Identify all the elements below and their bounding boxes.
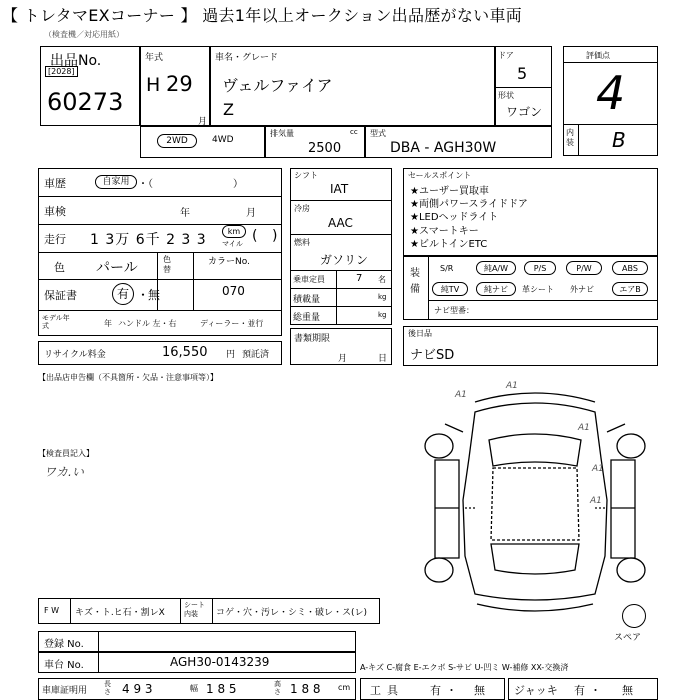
model-label: 車名・グレード (215, 53, 279, 63)
history-suffix: ・（ ） (138, 179, 243, 190)
inspection-year: 年 (180, 208, 190, 219)
equip-leather: 革シート (522, 285, 554, 294)
sales-point-1: ★ユーザー買取車 (410, 186, 489, 197)
lot-number: 60273 (47, 88, 124, 116)
certificate-label: 車庫証明用 (42, 686, 88, 696)
doc-period-month: 月 (338, 354, 348, 364)
equip-tv: 純TV (432, 282, 468, 296)
cert-h-value: 1 8 8 (290, 682, 321, 696)
registration-row (38, 631, 356, 652)
cert-w-label: 幅 (190, 684, 198, 693)
load-unit: kg (378, 293, 387, 301)
mileage-label: 走行 (44, 233, 66, 246)
model-year-handle: ハンドル 左・右 (118, 319, 177, 328)
drive-2wd: 2WD (157, 134, 197, 148)
displacement-label: 排気量 (270, 129, 294, 138)
tools-yes: 有 (430, 684, 441, 697)
fw-label: F W (44, 606, 60, 615)
color-value: パール (96, 260, 138, 276)
aftermarket-value: ナビSD (410, 348, 455, 363)
doors-label: ドア (498, 51, 514, 60)
report-label: 【出品店申告欄（不具箇所・欠品・注意事項等）】 (38, 373, 218, 382)
recycle-label: リサイクル料金 (44, 350, 106, 360)
mileage-unit: km (222, 225, 246, 238)
drive-4wd: 4WD (212, 135, 234, 145)
spare-tire-icon (622, 604, 646, 628)
sales-point-4: ★スマートキー (410, 226, 479, 237)
year-label: 年式 (145, 53, 164, 63)
equip-alloy: 純A/W (476, 261, 516, 275)
shift-value: IAT (330, 182, 349, 196)
inspection-month: 月 (246, 208, 256, 219)
capacity-unit: 名 (378, 275, 386, 284)
history-value: 自家用 (95, 175, 137, 189)
seat-label: シート内装 (184, 601, 205, 618)
cert-unit: cm (338, 683, 351, 692)
damage-mark-3: A1 (578, 423, 590, 433)
load-label: 積載量 (293, 295, 321, 305)
tools-label: 工具 (370, 684, 404, 697)
damage-mark-4: A1 (592, 464, 604, 474)
chassis-label: 車台 No. (44, 660, 84, 671)
capacity-value: 7 (356, 273, 363, 284)
damage-mark-5: A1 (590, 496, 602, 506)
form-type-note: （検査機／対応用紙） (44, 30, 124, 39)
equip-navi: 純ナビ (476, 282, 516, 296)
displacement-unit: cc (350, 128, 358, 136)
sales-point-3: ★LEDヘッドライト (410, 212, 499, 223)
cert-len-value: 4 9 3 (122, 682, 153, 696)
body-value: ワゴン (506, 105, 543, 119)
doc-period-label: 書類期限 (294, 334, 331, 344)
inspector-note: ワカ.い (44, 465, 84, 479)
model-year-label: モデル年式 (42, 314, 70, 330)
score-value: 4 (596, 66, 626, 120)
jack-yes: 有 (574, 684, 585, 697)
warranty-no: 無 (148, 288, 161, 302)
gross-label: 総重量 (293, 313, 321, 323)
warranty-sep: ・ (137, 288, 150, 302)
color-no-label: カラーNo. (208, 257, 250, 267)
year-value: 29 (166, 72, 193, 96)
car-damage-diagram (405, 380, 665, 630)
navi-model-label: ナビ型番： (434, 306, 474, 315)
year-month-unit: 月 (198, 117, 208, 127)
inspector-label: 【検査員記入】 (38, 449, 94, 458)
cert-len-label: 長さ (104, 680, 111, 696)
chassis-value: AGH30-0143239 (170, 655, 270, 669)
displacement-value: 2500 (308, 141, 342, 156)
recycle-value: 16,550 (162, 345, 208, 360)
model-year-year: 年 (104, 319, 112, 328)
registration-label: 登録 No. (44, 639, 84, 650)
score-label: 評価点 (586, 51, 610, 60)
model-grade: Z (223, 100, 234, 119)
damage-mark-1: A1 (455, 390, 467, 400)
body-label: 形状 (498, 91, 514, 100)
capacity-label: 乗車定員 (293, 275, 325, 284)
fuel-label: 燃料 (294, 238, 310, 247)
sales-points-label: セールスポイント (408, 171, 472, 180)
inspection-label: 車検 (44, 205, 66, 218)
cert-h-label: 高さ (274, 680, 281, 696)
mileage-digits: 1 3万 6千 2 3 3 (90, 232, 207, 248)
equip-ps: P/S (524, 261, 556, 275)
tools-no: 無 (474, 684, 485, 697)
mileage-unit-mile: マイル (222, 240, 243, 248)
banner-title: 【 トレタマEXコーナー 】 過去1年以上オークション出品歴がない車両 (2, 6, 523, 25)
damage-legend: A-キズ C-腐食 E-エクボ S-サビ U-凹ミ W-補修 XX-交換済 (360, 663, 569, 672)
interior-label: 内装 (566, 128, 574, 147)
cert-w-value: 1 8 5 (206, 682, 237, 696)
lot-code: [2028] (45, 66, 78, 77)
equip-pw: P/W (566, 261, 602, 275)
spare-label: スペア (614, 633, 642, 643)
color-no-value: 070 (222, 284, 245, 298)
ac-label: 冷房 (294, 204, 310, 213)
ac-value: AAC (328, 216, 353, 230)
fw-items: キズ・ト.ヒ石・割レX (75, 608, 165, 618)
gross-unit: kg (378, 311, 387, 319)
equip-sr: S/R (440, 264, 454, 273)
jack-no: 無 (622, 684, 633, 697)
color-label: 色 (54, 261, 65, 274)
interior-value: B (612, 128, 626, 152)
warranty-label: 保証書 (44, 289, 77, 302)
type-value: DBA - AGH30W (390, 140, 497, 156)
model-year-dealer: ディーラー・並行 (200, 319, 264, 328)
jack-sep: ・ (590, 684, 601, 697)
warranty-yes: 有 (112, 283, 134, 305)
year-era: H (146, 74, 161, 96)
damage-mark-2: A1 (506, 381, 518, 391)
equip-ext-navi: 外ナビ (570, 285, 594, 294)
equip-abs: ABS (612, 261, 648, 275)
recycle-note: 預託済 (242, 350, 270, 360)
doc-period-day: 日 (378, 354, 388, 364)
lot-label: 出品No. (50, 53, 102, 69)
seat-items: コゲ・穴・汚レ・シミ・破レ・ス(レ) (216, 608, 368, 618)
equip-airbag: エアB (612, 282, 648, 296)
type-label: 型式 (370, 129, 386, 138)
recycle-unit: 円 (226, 350, 236, 360)
tools-sep: ・ (446, 684, 457, 697)
doors-value: 5 (517, 64, 528, 83)
sales-point-2: ★両側パワースライドドア (410, 199, 528, 210)
sales-point-5: ★ビルトインETC (410, 239, 488, 250)
fuel-value: ガソリン (320, 253, 369, 267)
jack-label: ジャッキ (514, 684, 558, 697)
color-change-label: 色替 (163, 255, 171, 274)
model-name: ヴェルファイア (222, 76, 333, 95)
equipment-label: 装備 (410, 268, 420, 295)
shift-label: シフト (294, 171, 318, 180)
aftermarket-label: 後日品 (408, 329, 432, 338)
history-label: 車歴 (44, 177, 66, 190)
